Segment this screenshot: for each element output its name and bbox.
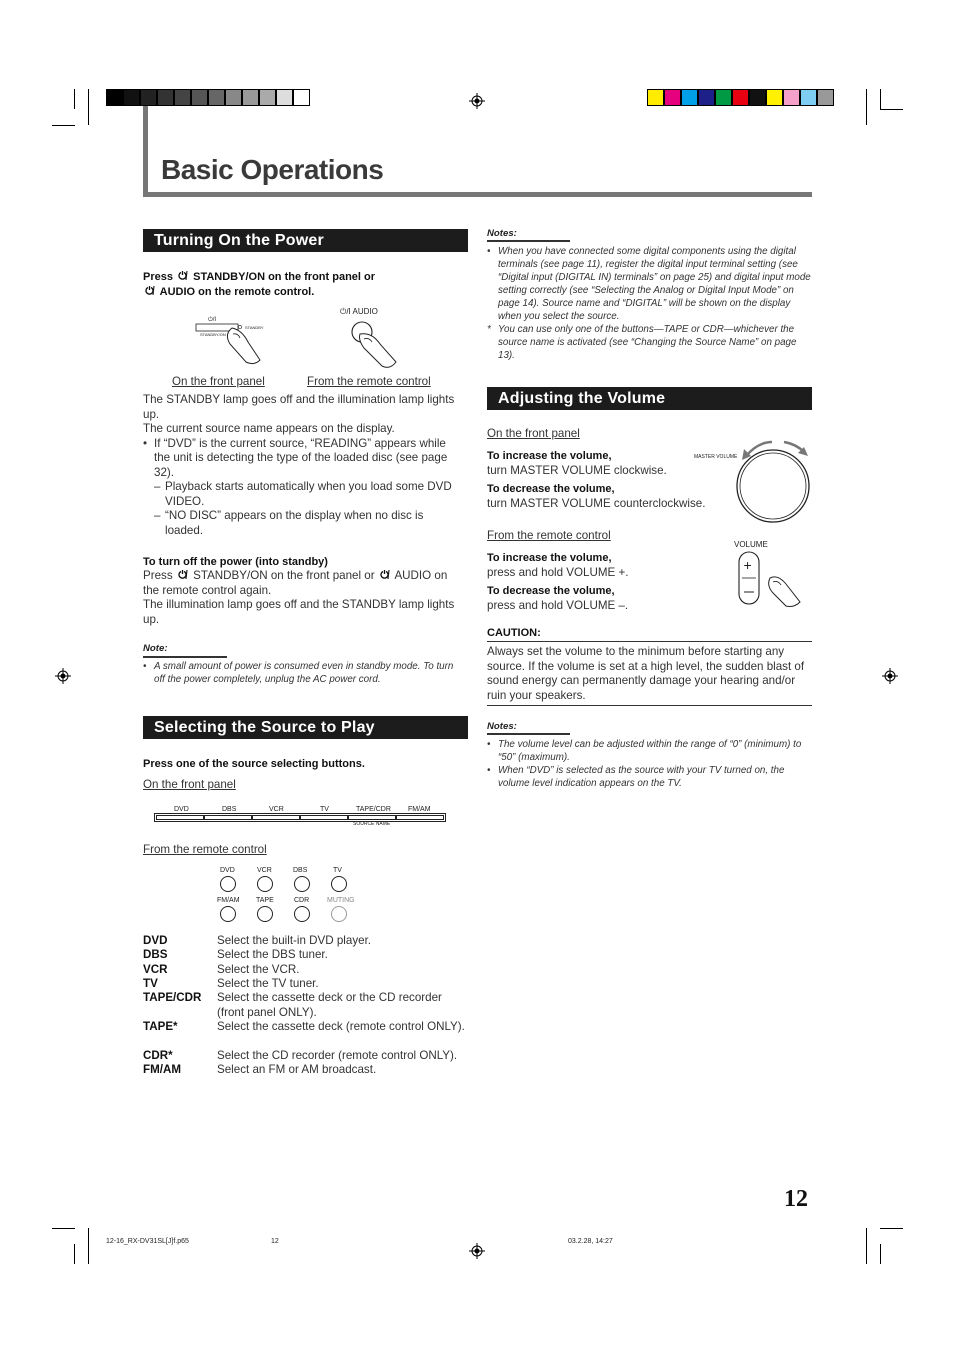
definition-desc: Select the VCR. xyxy=(217,963,300,976)
definition-desc: Select the cassette deck or the CD recorder (front panel ONLY). xyxy=(217,991,442,1019)
source-label-remote: From the remote control xyxy=(143,843,267,856)
volume-notes-heading: Notes: xyxy=(487,721,517,732)
front-btn-label: DBS xyxy=(222,806,237,813)
definition-term: TAPE* xyxy=(143,1020,178,1033)
power-instruction-line2: AUDIO on the remote control. xyxy=(159,285,315,298)
front-source-button[interactable] xyxy=(396,815,444,820)
remote-source-button[interactable] xyxy=(220,876,236,892)
crop-mark xyxy=(52,1228,75,1229)
remote-volume-illustration[interactable] xyxy=(736,550,806,610)
power-dash2-text: “NO DISC” appears on the display when no disc is loaded. xyxy=(165,509,424,537)
remote-source-buttons xyxy=(214,866,364,926)
volume-dec-front: turn MASTER VOLUME counterclockwise. xyxy=(487,496,706,510)
color-bar xyxy=(647,89,834,106)
volume-inc-front: turn MASTER VOLUME clockwise. xyxy=(487,463,667,477)
source-instruction: Press one of the source selecting buttons. xyxy=(143,758,365,770)
section-heading-power: Turning On the Power xyxy=(143,229,468,252)
power-note-heading: Note: xyxy=(143,643,168,654)
master-volume-label: MASTER VOLUME xyxy=(694,454,738,460)
standby-lamp-label: STANDBY xyxy=(245,325,264,330)
power-off-body xyxy=(143,569,465,627)
title-bar-bottom xyxy=(143,192,812,197)
crop-mark xyxy=(74,89,75,109)
crop-mark xyxy=(880,89,881,109)
muting-button[interactable] xyxy=(331,906,347,922)
front-source-button[interactable] xyxy=(348,815,396,820)
source-name-label: SOURCE NAME xyxy=(353,821,391,827)
note-item: • When “DVD” is selected as the source with your TV turned on, the volume level indication appears on the TV. xyxy=(487,764,813,790)
crop-mark xyxy=(866,89,867,125)
volume-dec-heading: To decrease the volume, xyxy=(487,483,615,495)
registration-mark xyxy=(882,668,898,684)
power-instruction-line1: STANDBY/ON on the front panel or xyxy=(193,271,376,283)
label-on-front-panel: On the front panel xyxy=(172,375,265,388)
front-btn-label: VCR xyxy=(269,806,284,813)
svg-text:⏻/I: ⏻/I xyxy=(208,317,217,323)
note-item-text: You can use only one of the buttons—TAPE or CDR—whichever the source name is activated (see “Changing the Source Name” on page 13). xyxy=(498,324,797,361)
note-rule xyxy=(487,240,570,242)
note-item: • The volume level can be adjusted within the range of “0” (minimum) to “50” (maximum). xyxy=(487,738,813,764)
front-panel-source-buttons xyxy=(154,806,445,830)
note-rule xyxy=(143,656,227,658)
standby-on-label: STANDBY/ON xyxy=(200,332,226,337)
power-instruction xyxy=(143,270,468,299)
remote-btn-label: FM/AM xyxy=(217,897,240,904)
definition-desc: Select the DBS tuner. xyxy=(217,948,328,961)
caution-text: Always set the volume to the minimum before starting any source. If the volume is set at a high level, the sudden blast of sound energy can permanently damage your hearing and/or ruin your speakers. xyxy=(487,645,805,702)
power-p1: The STANDBY lamp goes off and the illumination lamp lights up. xyxy=(143,393,455,421)
crop-mark xyxy=(52,125,75,126)
front-source-button[interactable] xyxy=(300,815,348,820)
remote-source-button[interactable] xyxy=(257,906,273,922)
remote-btn-label: MUTING xyxy=(327,897,355,904)
power-off-press: Press xyxy=(143,569,173,582)
note-item: * You can use only one of the buttons—TAPE or CDR—whichever the source name is activated (see “Changing the Source Name” on page 13). xyxy=(487,323,813,362)
footer-file: 12-16_RX-DV31SL[J]f.p65 xyxy=(106,1238,189,1245)
front-source-button[interactable] xyxy=(204,815,252,820)
note-item: • When you have connected some digital components using the digital terminals (see page 11), register the digital input terminal setting (see “Digital input (DIGITAL IN) terminals” on page 25) and digital input mode setting correctly (see “Selecting the Analog or Digital Input Mode” on page 14). Source name and “DIGITAL” will be shown on the display when you select the source. xyxy=(487,245,813,323)
remote-btn-label: DBS xyxy=(293,867,308,874)
volume-front-instructions xyxy=(487,449,727,511)
power-off-heading: To turn off the power (into standby) xyxy=(143,556,328,568)
remote-btn-label: VCR xyxy=(257,867,272,874)
caution-heading: CAUTION: xyxy=(487,627,541,639)
front-source-button[interactable] xyxy=(156,815,204,820)
crop-mark xyxy=(88,89,89,125)
remote-source-button[interactable] xyxy=(294,876,310,892)
volume-dec-heading: To decrease the volume, xyxy=(487,585,615,597)
section-heading-source: Selecting the Source to Play xyxy=(143,716,468,739)
crop-mark xyxy=(880,109,903,110)
front-panel-standby-illustration xyxy=(194,312,274,372)
caution-rule-bottom xyxy=(487,705,812,706)
remote-btn-label: TAPE xyxy=(256,897,274,904)
notes-top-heading: Notes: xyxy=(487,228,517,239)
definition-term: DVD xyxy=(143,934,168,947)
definition-term: CDR* xyxy=(143,1049,173,1062)
volume-inc-remote: press and hold VOLUME +. xyxy=(487,565,629,579)
remote-source-button[interactable] xyxy=(220,906,236,922)
power-p2: The current source name appears on the display. xyxy=(143,422,395,435)
notes-top-list xyxy=(487,245,813,362)
power-bullet-text: If “DVD” is the current source, “READING” appears while the unit is detecting the type of the loaded disc (see page 32). xyxy=(154,436,448,479)
power-note: • A small amount of power is consumed even in standby mode. To turn off the power completely, unplug the AC power cord. xyxy=(143,660,458,686)
power-note-text: A small amount of power is consumed even in standby mode. To turn off the power completely, unplug the AC power cord. xyxy=(154,661,454,685)
power-off-text-b: STANDBY/ON on the front panel or xyxy=(193,569,375,582)
volume-remote-instructions xyxy=(487,551,707,613)
volume-dec-remote: press and hold VOLUME –. xyxy=(487,598,629,612)
front-btn-label: DVD xyxy=(174,806,189,813)
front-btn-label: FM/AM xyxy=(408,806,431,813)
svg-text:+: + xyxy=(743,557,752,573)
definition-desc: Select the CD recorder (remote control ONLY). xyxy=(217,1049,458,1062)
crop-mark xyxy=(880,1228,903,1229)
front-btn-label: TAPE/CDR xyxy=(356,806,391,813)
crop-mark xyxy=(880,1244,881,1264)
standby-power-icon xyxy=(378,569,392,580)
svg-text:⏻/I AUDIO: ⏻/I AUDIO xyxy=(340,307,378,316)
remote-audio-illustration xyxy=(336,304,406,374)
volume-inc-heading: To increase the volume, xyxy=(487,552,612,564)
crop-mark xyxy=(88,1228,89,1264)
press-word: Press xyxy=(143,271,173,283)
remote-btn-label: DVD xyxy=(220,867,235,874)
power-body xyxy=(143,393,463,538)
note-rule xyxy=(487,733,570,735)
grayscale-bar xyxy=(106,89,310,106)
power-bullet: • If “DVD” is the current source, “READING” appears while the unit is detecting the type of the loaded disc (see page 32). xyxy=(143,437,463,481)
remote-source-button[interactable] xyxy=(257,876,273,892)
definition-term: TAPE/CDR xyxy=(143,991,202,1004)
volume-inc-heading: To increase the volume, xyxy=(487,450,612,462)
page-title: Basic Operations xyxy=(161,154,384,185)
remote-source-button[interactable] xyxy=(294,906,310,922)
label-from-remote: From the remote control xyxy=(307,375,431,388)
remote-btn-label: CDR xyxy=(294,897,310,904)
note-item-text: When “DVD” is selected as the source with your TV turned on, the volume level indication appears on the TV. xyxy=(498,765,785,789)
power-dash: – “NO DISC” appears on the display when no disc is loaded. xyxy=(143,509,463,538)
caution-rule-top xyxy=(487,641,812,642)
standby-power-icon xyxy=(176,270,190,281)
definition-desc: Select an FM or AM broadcast. xyxy=(217,1063,377,1076)
definition-term: DBS xyxy=(143,948,168,961)
definition-desc: Select the TV tuner. xyxy=(217,977,319,990)
definition-term: TV xyxy=(143,977,158,990)
power-dash: – Playback starts automatically when you load some DVD VIDEO. xyxy=(143,480,463,509)
title-bar-left xyxy=(143,106,148,196)
standby-power-icon xyxy=(143,285,157,296)
remote-btn-label: TV xyxy=(333,867,342,874)
remote-source-button[interactable] xyxy=(331,876,347,892)
standby-power-icon xyxy=(176,569,190,580)
crop-mark xyxy=(866,1228,867,1264)
volume-label-remote: From the remote control xyxy=(487,529,611,542)
footer-page: 12 xyxy=(271,1238,279,1245)
definition-desc: Select the built-in DVD player. xyxy=(217,934,372,947)
master-volume-knob[interactable] xyxy=(730,436,814,526)
power-off-text-c: AUDIO on the remote control again. xyxy=(143,569,448,597)
registration-mark xyxy=(469,1243,485,1259)
power-dash1-text: Playback starts automatically when you load some DVD VIDEO. xyxy=(165,480,452,508)
power-off-p2: The illumination lamp goes off and the STANDBY lamp lights up. xyxy=(143,598,455,626)
volume-label-front: On the front panel xyxy=(487,427,580,440)
registration-mark xyxy=(55,668,71,684)
crop-mark xyxy=(74,1244,75,1264)
remote-volume-label: VOLUME xyxy=(734,540,768,549)
definition-term: FM/AM xyxy=(143,1063,181,1076)
registration-mark xyxy=(469,93,485,109)
section-heading-volume: Adjusting the Volume xyxy=(487,387,812,410)
note-item-text: When you have connected some digital components using the digital terminals (see page 11), register the digital input terminal setting (see “Digital input (DIGITAL IN) terminals” on page 25) and digital input mode setting correctly (see “Selecting the Analog or Digital Input Mode” on page 14). Source name and “DIGITAL” will be shown on the display when you select the source. xyxy=(498,246,811,322)
definition-desc: Select the cassette deck (remote control ONLY). xyxy=(217,1020,465,1033)
page-number: 12 xyxy=(784,1186,808,1212)
volume-notes-list xyxy=(487,738,813,790)
note-item-text: The volume level can be adjusted within the range of “0” (minimum) to “50” (maximum). xyxy=(498,739,802,763)
front-btn-label: TV xyxy=(320,806,329,813)
front-source-button[interactable] xyxy=(252,815,300,820)
definition-term: VCR xyxy=(143,963,168,976)
source-label-front: On the front panel xyxy=(143,778,236,791)
footer-date: 03.2.28, 14:27 xyxy=(568,1238,613,1245)
